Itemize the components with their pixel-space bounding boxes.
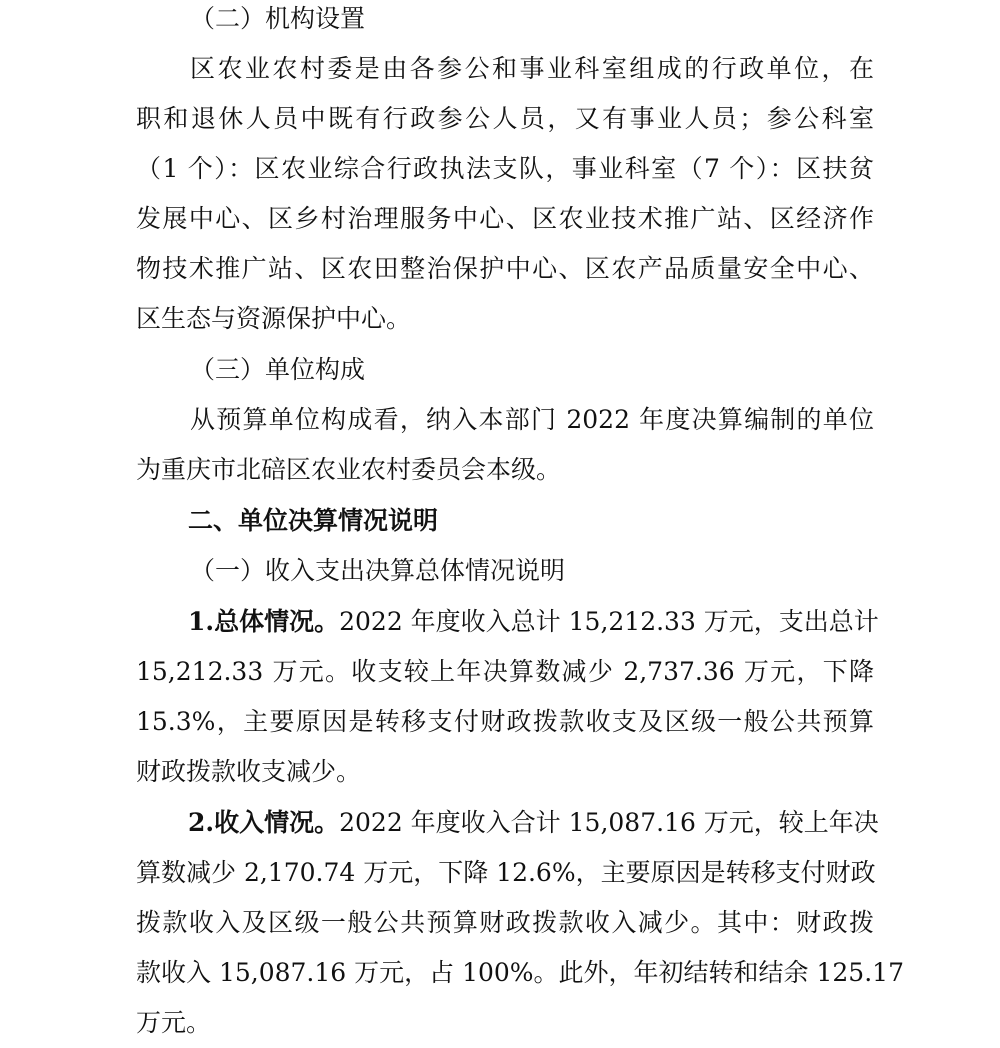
heading-income-expense-overview: （一）收入支出决算总体情况说明 bbox=[190, 556, 566, 585]
income-paragraph-first-line bbox=[188, 798, 879, 848]
overall-text: 2022 年度收入总计 15,212.33 万元，支出总计 bbox=[339, 607, 879, 636]
overall-paragraph-first-line bbox=[188, 597, 879, 647]
overall-paragraph-line: 财政拨款收支减少。 bbox=[136, 757, 362, 786]
org-paragraph-line: （1 个）：区农业综合行政执法支队，事业科室（7 个）：区扶贫 bbox=[136, 154, 874, 183]
income-paragraph-line: 万元。 bbox=[136, 1008, 212, 1037]
heading-unit-composition: （三）单位构成 bbox=[190, 355, 366, 384]
overall-paragraph-line: 15.3%，主要原因是转移支付财政拨款收支及区级一般公共预算 bbox=[136, 707, 874, 736]
unit-paragraph-line: 为重庆市北碚区农业农村委员会本级。 bbox=[136, 455, 562, 484]
org-paragraph-line: 职和退休人员中既有行政参公人员，又有事业人员；参公科室 bbox=[136, 104, 874, 133]
org-paragraph-line: 区农业农村委是由各参公和事业科室组成的行政单位，在 bbox=[190, 54, 874, 83]
income-label: 2.收入情况。 bbox=[188, 808, 340, 837]
heading-section-two: 二、单位决算情况说明 bbox=[188, 506, 439, 535]
org-paragraph-line: 物技术推广站、区农田整治保护中心、区农产品质量安全中心、 bbox=[136, 254, 874, 283]
unit-paragraph-line: 从预算单位构成看，纳入本部门 2022 年度决算编制的单位 bbox=[190, 405, 874, 434]
overall-label: 1.总体情况。 bbox=[188, 607, 340, 636]
income-paragraph-line: 款收入 15,087.16 万元，占 100%。此外，年初结转和结余 125.17 bbox=[136, 958, 904, 987]
income-paragraph-line: 算数减少 2,170.74 万元，下降 12.6%，主要原因是转移支付财政 bbox=[136, 858, 876, 887]
income-text: 2022 年度收入合计 15,087.16 万元，较上年决 bbox=[339, 808, 879, 837]
income-paragraph-line: 拨款收入及区级一般公共预算财政拨款收入减少。其中：财政拨 bbox=[136, 908, 874, 937]
overall-paragraph-line: 15,212.33 万元。收支较上年决算数减少 2,737.36 万元，下降 bbox=[136, 657, 874, 686]
heading-org-setup: （二）机构设置 bbox=[190, 4, 366, 33]
org-paragraph-line: 发展中心、区乡村治理服务中心、区农业技术推广站、区经济作 bbox=[136, 204, 874, 233]
org-paragraph-line: 区生态与资源保护中心。 bbox=[136, 304, 412, 333]
